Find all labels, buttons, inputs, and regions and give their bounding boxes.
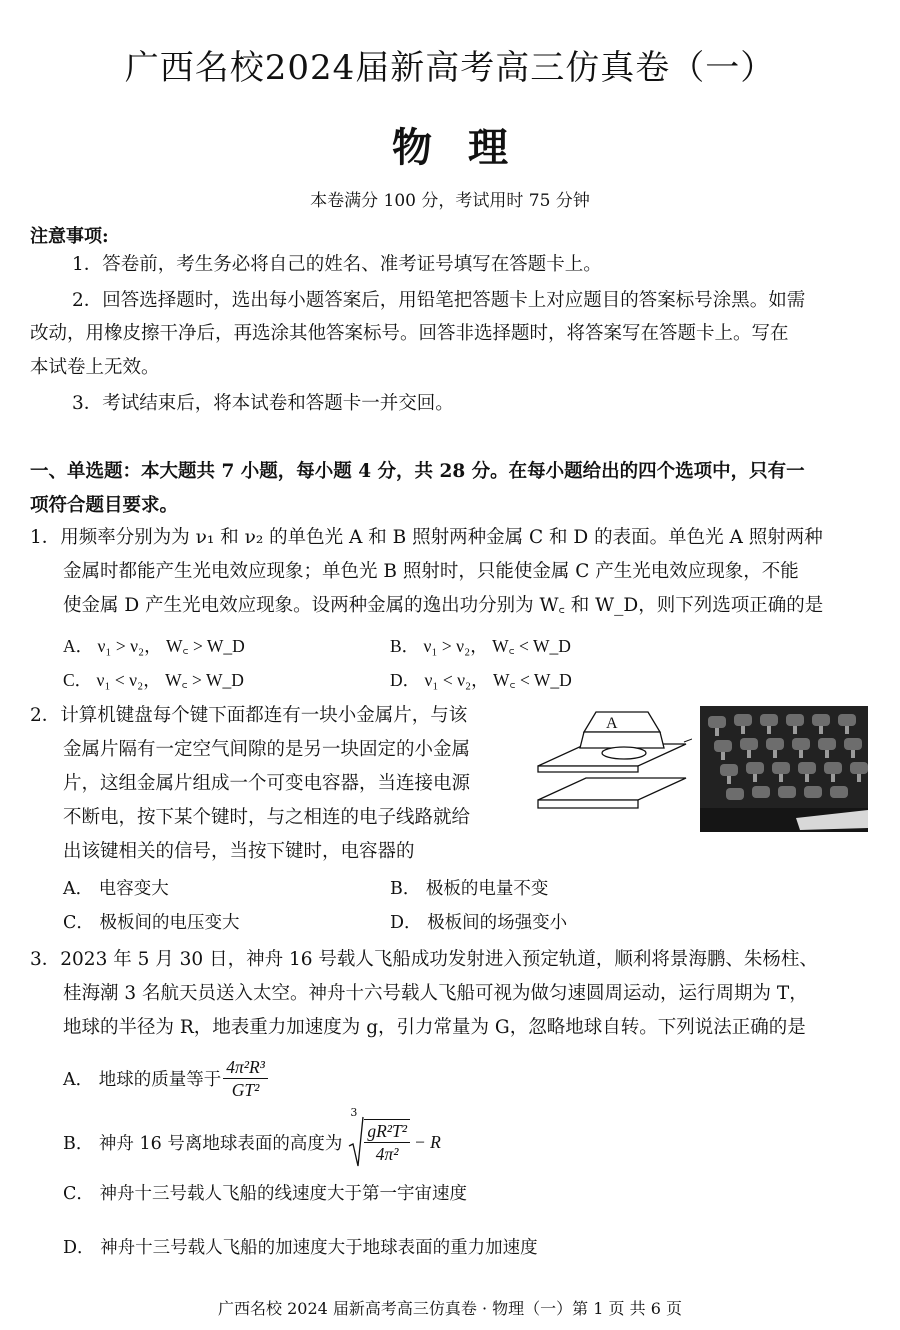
key-cap-top — [584, 712, 660, 732]
keyboard-photo — [700, 706, 868, 832]
key-label-a: A — [606, 715, 618, 732]
q3-option-b-numerator: gR²T² — [364, 1120, 410, 1143]
q2-line2: 金属片隔有一定空气间隙的是另一块固定的小金属 — [63, 739, 471, 760]
capacitor-key-diagram — [532, 704, 692, 814]
q3-option-c: C． 神舟十三号载人飞船的线速度大于第一宇宙速度 — [63, 1184, 467, 1204]
root-index: 3 — [350, 1106, 358, 1119]
note-item-2-end: 本试卷上无效。 — [30, 357, 160, 378]
lower-plate — [538, 778, 686, 800]
note-item-3: 3．考试结束后，将本试卷和答题卡一并交回。 — [72, 393, 454, 414]
score-line: 本卷满分 100 分，考试用时 75 分钟 — [310, 191, 590, 211]
key-stem — [602, 747, 646, 759]
q1-line3: 使金属 D 产生光电效应现象。设两种金属的逸出功分别为 W꜀ 和 W_D，则下列选项正确的是 — [63, 595, 824, 616]
radical-sign-icon — [348, 1116, 364, 1168]
q3-option-a-fraction — [223, 1056, 268, 1101]
q3-option-b-tail: − R — [414, 1131, 441, 1152]
q1-option-d: D． ν₁ < ν₂， W꜀ < W_D — [390, 670, 572, 690]
q2-option-b: B． 极板的电量不变 — [390, 879, 549, 899]
q2-line4: 不断电，按下某个键时，与之相连的电子线路就给 — [63, 807, 471, 828]
upper-plate-edge — [538, 766, 638, 772]
q1-line1: 1．用频率分别为为 ν₁ 和 ν₂ 的单色光 A 和 B 照射两种金属 C 和 D 的表面。单色光 A 照射两种 — [30, 527, 823, 548]
q3-option-b-denominator: 4π² — [375, 1144, 399, 1164]
q2-option-c: C． 极板间的电压变大 — [63, 913, 240, 933]
q3-option-a-text: A． 地球的质量等于 — [63, 1070, 222, 1090]
section-heading-line2: 项符合题目要求。 — [30, 495, 179, 516]
q3-option-b-cuberoot — [348, 1106, 410, 1168]
q3-option-a-denominator: GT² — [231, 1080, 260, 1100]
q3-option-b-text: B． 神舟 16 号离地球表面的高度为 — [63, 1133, 343, 1154]
lower-plate-edge — [538, 800, 638, 808]
q3-option-a-numerator: 4π²R³ — [223, 1056, 268, 1079]
note-item-1: 1．答卷前，考生务必将自己的姓名、准考证号填写在答题卡上。 — [72, 254, 602, 275]
q2-line5: 出该键相关的信号，当按下键时，电容器的 — [63, 841, 415, 862]
notes-heading: 注意事项: — [30, 226, 109, 247]
q2-line1: 2．计算机键盘每个键下面都连有一块小金属片，与该 — [30, 705, 468, 726]
q1-option-c: C． ν₁ < ν₂， W꜀ > W_D — [63, 670, 244, 690]
section-heading — [30, 455, 875, 523]
page-footer: 广西名校 2024 届新高考高三仿真卷 · 物理（一）第 1 页 共 6 页 — [218, 1299, 682, 1318]
q1-option-a: A． ν₁ > ν₂， W꜀ > W_D — [63, 636, 245, 656]
q3-option-b-fraction — [364, 1119, 410, 1165]
q1-option-b: B． ν₁ > ν₂， W꜀ < W_D — [390, 636, 571, 656]
note-item-2: 2．回答选择题时，选出每小题答案后，用铅笔把答题卡上对应题目的答案标号涂黑。如需 — [72, 290, 806, 311]
note-item-2-cont: 改动，用橡皮擦干净后，再选涂其他答案标号。回答非选择题时，将答案写在答题卡上。写在 — [30, 323, 789, 344]
q2-option-a: A． 电容变大 — [63, 879, 169, 899]
exam-title: 广西名校2024届新高考高三仿真卷（一） — [124, 48, 776, 88]
q3-line2: 桂海潮 3 名航天员送入太空。神舟十六号载人飞船可视为做匀速圆周运动，运行周期为 T， — [63, 983, 808, 1004]
section-heading-line1: 一、单选题：本大题共 7 小题，每小题 4 分，共 28 分。在每小题给出的四个选项中，只有一 — [30, 461, 805, 482]
key-cap-body — [580, 732, 664, 748]
q3-option-d: D． 神舟十三号载人飞船的加速度大于地球表面的重力加速度 — [63, 1238, 538, 1258]
q2-line3: 片，这组金属片组成一个可变电容器，当连接电源 — [63, 773, 471, 794]
subject-title: 物理 — [392, 124, 544, 171]
q1-line2: 金属时都能产生光电效应现象；单色光 B 照射时，只能使金属 C 产生光电效应现象，不能 — [63, 561, 799, 582]
q3-option-a — [63, 1056, 268, 1101]
q2-option-d: D． 极板间的场强变小 — [390, 913, 568, 933]
keyboard-photo-drawing — [700, 706, 868, 832]
q3-option-b — [63, 1106, 441, 1168]
q3-line3: 地球的半径为 R，地表重力加速度为 g，引力常量为 G，忽略地球自转。下列说法正确的是 — [63, 1017, 806, 1038]
q3-line1: 3．2023 年 5 月 30 日，神舟 16 号载人飞船成功发射进入预定轨道，顺利将景海鹏、朱杨柱、 — [30, 949, 818, 970]
